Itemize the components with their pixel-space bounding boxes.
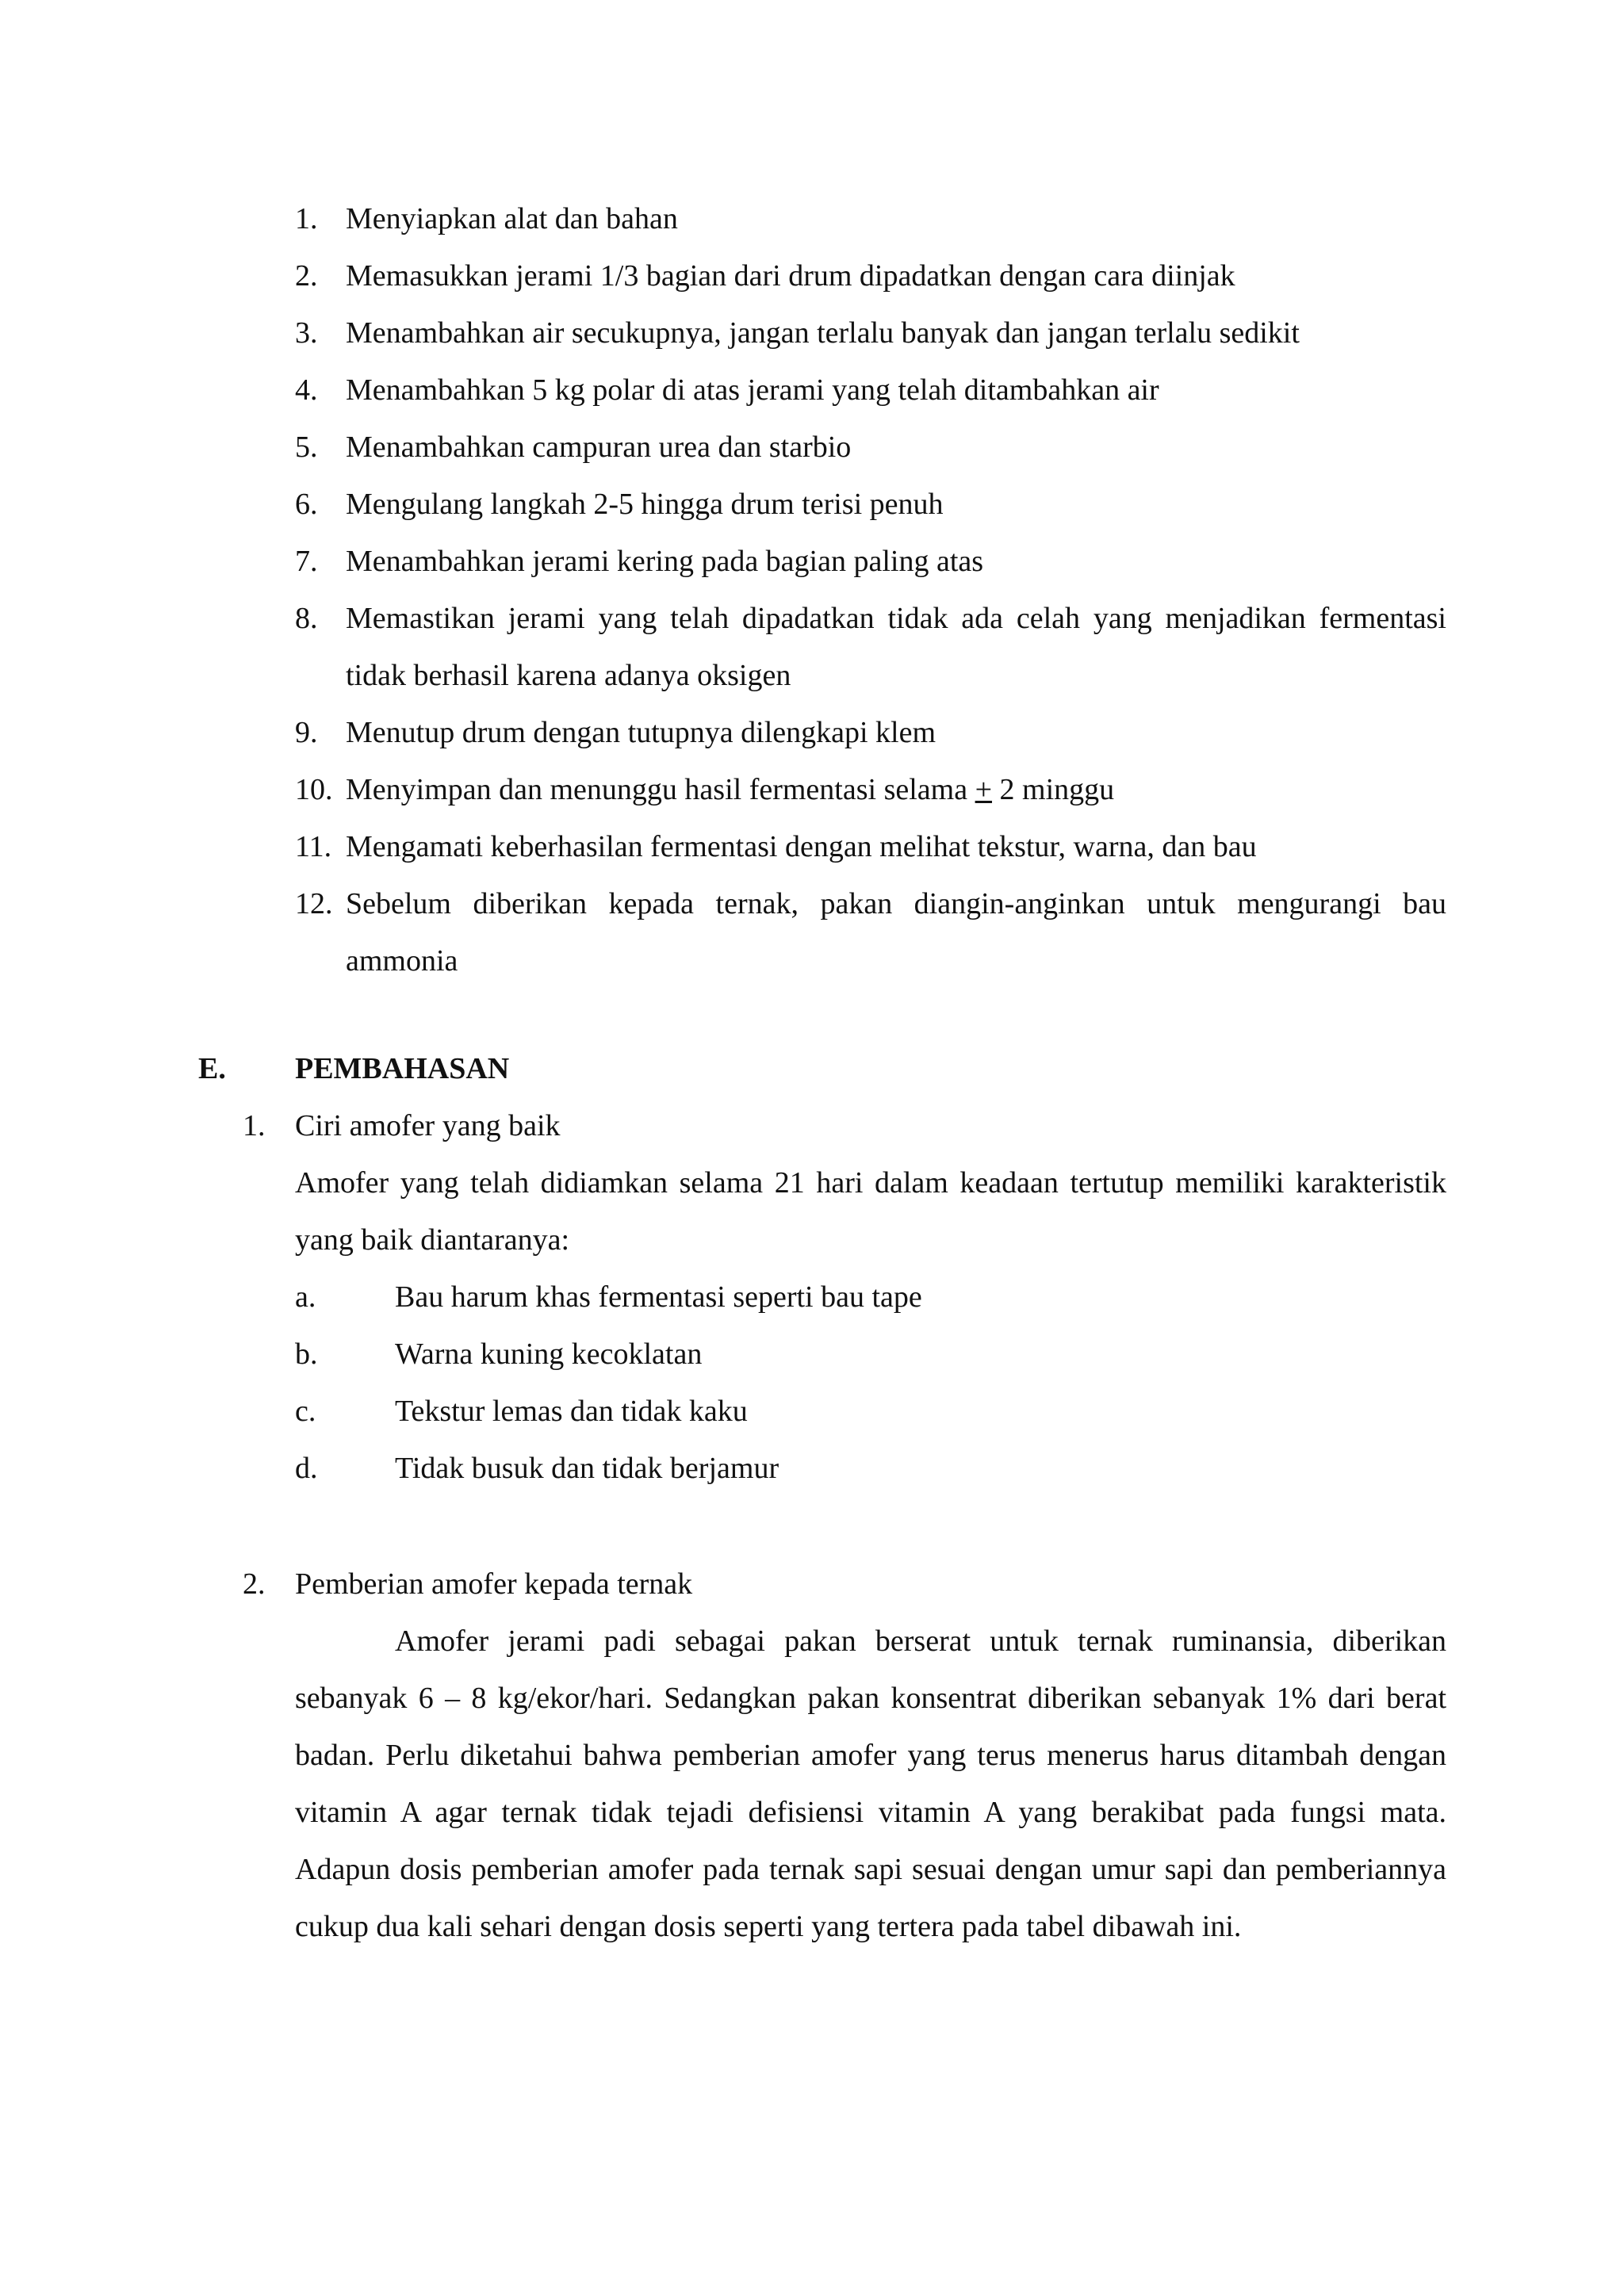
procedure-step	[295, 533, 1446, 590]
step-number: 11.	[295, 830, 332, 863]
step-number: 4.	[295, 373, 318, 407]
trait-item	[295, 1383, 1446, 1440]
step-text: Sebelum diberikan kepada ternak, pakan diangin-anginkan untuk mengurangi bau ammonia	[346, 887, 1446, 978]
step-text: Menambahkan campuran urea dan starbio	[346, 430, 852, 464]
step-number: 9.	[295, 716, 318, 749]
traits-list	[295, 1269, 1446, 1497]
step-number: 1.	[295, 202, 318, 235]
trait-text: Bau harum khas fermentasi seperti bau tape	[395, 1280, 922, 1314]
trait-text: Tidak busuk dan tidak berjamur	[395, 1452, 779, 1485]
step-text: Mengamati keberhasilan fermentasi dengan melihat tekstur, warna, dan bau	[346, 830, 1257, 863]
subsection-paragraph: Amofer jerami padi sebagai pakan berserat untuk ternak ruminansia, diberikan sebanyak 6 – 8 kg/ekor/hari. Sedangkan pakan konsentrat diberikan sebanyak 1% dari berat badan. Perlu diketahui bahwa pemberian amofer yang terus menerus harus ditambah dengan vitamin A agar ternak tidak tejadi defisiensi vitamin A yang berakibat pada fungsi mata. Adapun dosis pemberian amofer pada ternak sapi sesuai dengan umur sapi dan pemberiannya cukup dua kali sehari dengan dosis seperti yang tertera pada tabel dibawah ini.	[295, 1624, 1446, 1943]
trait-item	[295, 1326, 1446, 1383]
procedure-step	[295, 704, 1446, 761]
step-text: Memasukkan jerami 1/3 bagian dari drum dipadatkan dengan cara diinjak	[346, 259, 1235, 293]
subsection-intro: Amofer yang telah didiamkan selama 21 hari dalam keadaan tertutup memiliki karakteristik yang baik diantaranya:	[295, 1166, 1446, 1257]
procedure-step	[295, 590, 1446, 704]
step-number: 3.	[295, 316, 318, 350]
subsection-heading	[243, 1097, 1446, 1154]
subsection-title: Ciri amofer yang baik	[295, 1109, 561, 1142]
section-title: PEMBAHASAN	[295, 1052, 510, 1085]
step-text-before: Menyimpan dan menunggu hasil fermentasi selama	[346, 773, 975, 806]
subsection-number: 1.	[243, 1109, 266, 1142]
subsection-title: Pemberian amofer kepada ternak	[295, 1567, 693, 1601]
section-letter: E.	[198, 1052, 226, 1085]
plus-minus-symbol: +	[975, 773, 993, 806]
step-number: 6.	[295, 488, 318, 521]
step-text: Menyiapkan alat dan bahan	[346, 202, 678, 235]
step-number: 5.	[295, 430, 318, 464]
step-text	[346, 773, 1114, 806]
step-text: Menambahkan jerami kering pada bagian paling atas	[346, 545, 984, 578]
subsection-1	[243, 1097, 1446, 1497]
subsection-number: 2.	[243, 1567, 266, 1601]
procedure-step	[295, 190, 1446, 247]
step-text: Menambahkan 5 kg polar di atas jerami yang telah ditambahkan air	[346, 373, 1159, 407]
procedure-step	[295, 419, 1446, 476]
trait-letter: a.	[295, 1280, 316, 1314]
step-number: 7.	[295, 545, 318, 578]
subsection-2	[243, 1556, 1446, 1955]
section-heading	[198, 1040, 509, 1097]
step-text: Mengulang langkah 2-5 hingga drum terisi penuh	[346, 488, 944, 521]
procedure-step	[295, 818, 1446, 875]
step-text-after: 2 minggu	[992, 773, 1115, 806]
procedure-step	[295, 304, 1446, 362]
trait-text: Warna kuning kecoklatan	[395, 1337, 703, 1371]
step-text: Menutup drum dengan tutupnya dilengkapi klem	[346, 716, 936, 749]
procedure-step	[295, 476, 1446, 533]
procedure-step	[295, 247, 1446, 304]
step-text: Menambahkan air secukupnya, jangan terlalu banyak dan jangan terlalu sedikit	[346, 316, 1300, 350]
step-number: 2.	[295, 259, 318, 293]
step-text: Memastikan jerami yang telah dipadatkan tidak ada celah yang menjadikan fermentasi tidak berhasil karena adanya oksigen	[346, 602, 1446, 692]
step-number: 10.	[295, 773, 333, 806]
trait-letter: c.	[295, 1395, 316, 1428]
step-number: 8.	[295, 602, 318, 635]
trait-letter: d.	[295, 1452, 318, 1485]
trait-text: Tekstur lemas dan tidak kaku	[395, 1395, 748, 1428]
procedure-steps-list	[295, 190, 1446, 989]
subsection-heading	[243, 1556, 1446, 1613]
trait-item	[295, 1440, 1446, 1497]
procedure-step	[295, 362, 1446, 419]
procedure-step	[295, 875, 1446, 989]
procedure-step	[295, 761, 1446, 818]
step-number: 12.	[295, 887, 333, 920]
trait-letter: b.	[295, 1337, 318, 1371]
trait-item	[295, 1269, 1446, 1326]
